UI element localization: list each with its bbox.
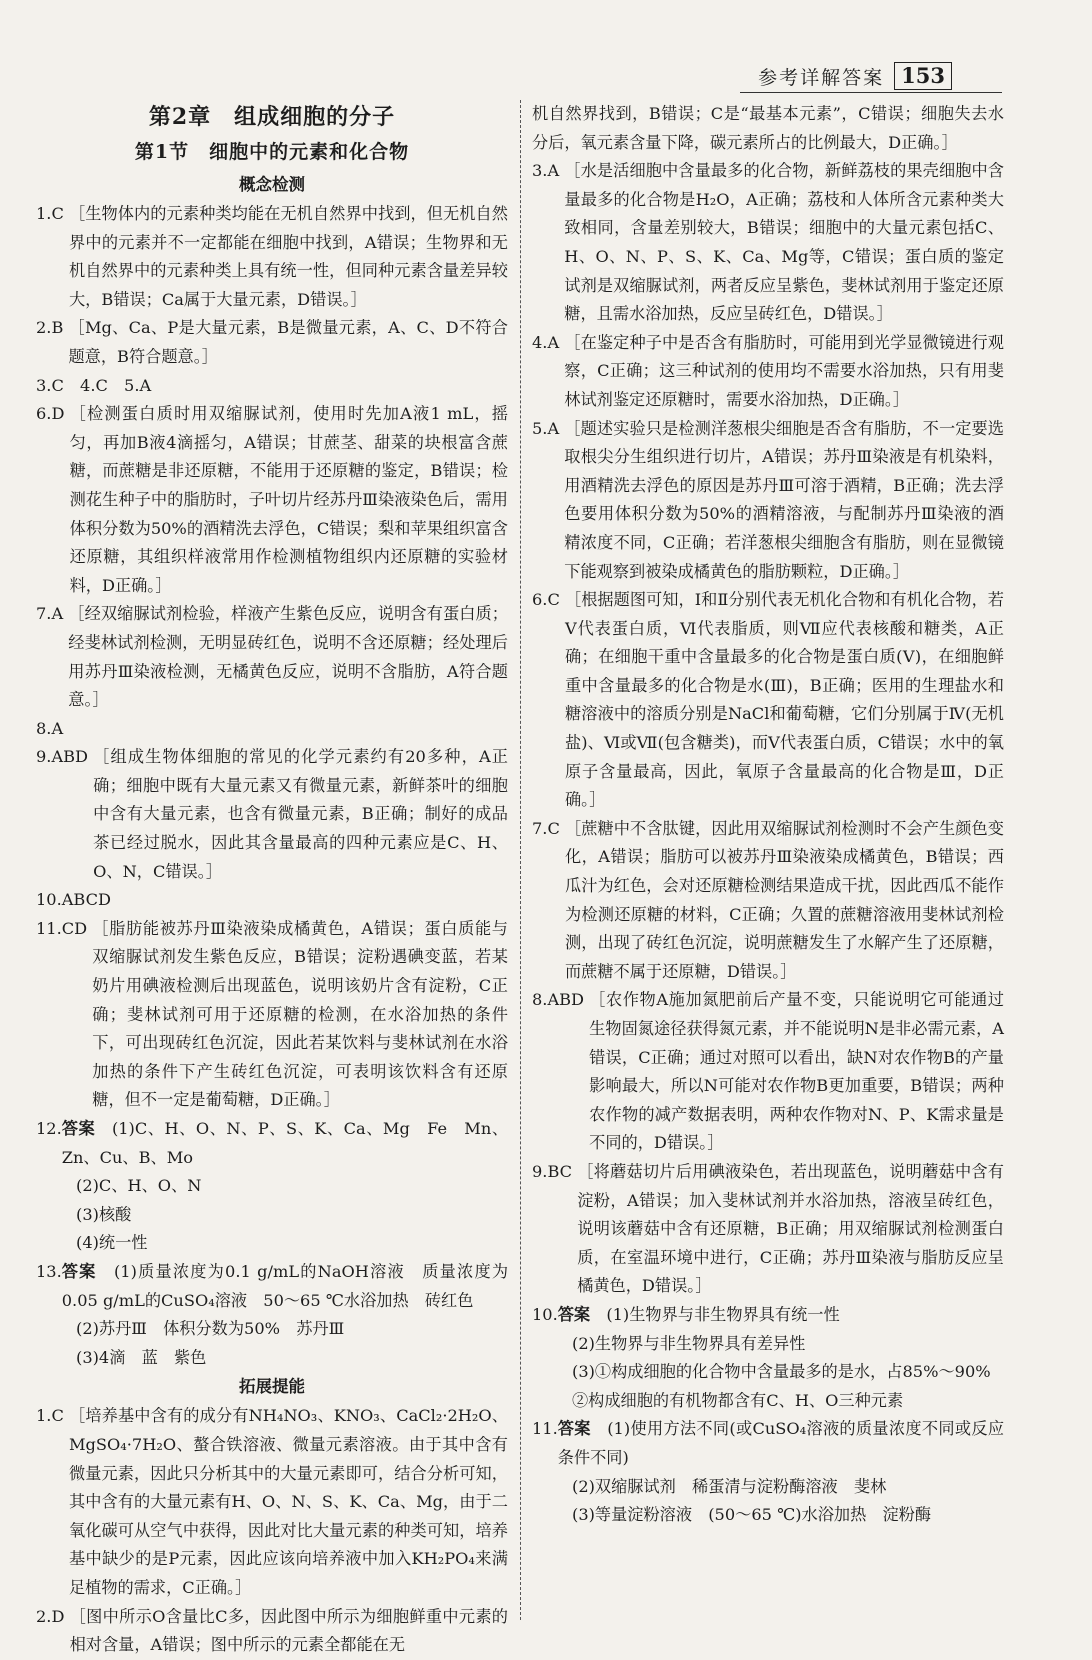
answer-label: 答案 xyxy=(557,1304,591,1324)
answer-text: (1)使用方法不同(或CuSO₄溶液的质量浓度不同或反应条件不同) xyxy=(557,1419,1005,1467)
answer-number: 7.C xyxy=(532,818,565,838)
answer-item xyxy=(532,157,1004,329)
answer-text: ［题述实验只是检测洋葱根尖细胞是否含有脂肪，不一定要选取根尖分生组织进行切片，A错误；苏丹Ⅲ染液是有机染料，用酒精洗去浮色的原因是苏丹Ⅲ可溶于酒精，B正确；洗去浮色要用体积分数为50%的酒精溶液，与配制苏丹Ⅲ染液的酒精浓度不同，C正确；若洋葱根尖细胞含有脂肪，则在显微镜下能观察到被染成橘黄色的脂肪颗粒，D正确。］ xyxy=(564,418,1004,581)
column-divider xyxy=(520,100,521,1620)
answer-item xyxy=(36,372,508,401)
chapter-title: 第2章 组成细胞的分子 xyxy=(148,104,396,130)
answer-line: (3)核酸 xyxy=(76,1204,132,1224)
answer-line: (3)4滴 蓝 紫色 xyxy=(76,1347,207,1367)
answer-label: 答案 xyxy=(61,1261,97,1281)
answer-item xyxy=(36,715,508,744)
answer-text: ［组成生物体细胞的常见的化学元素约有20多种，A正确；细胞中既有大量元素又有微量元素，新鲜茶叶的细胞中含有大量元素，也含有微量元素，B正确；制好的成品茶已经过脱水，因此其含量最高的四种元素应是C、H、O、N，C错误。］ xyxy=(93,747,508,881)
answer-text: 10.ABCD xyxy=(36,890,111,910)
answer-number: 1.C xyxy=(36,204,69,223)
answer-text: ［生物体内的元素种类均能在无机自然界中找到，但无机自然界中的元素并不一定都能在细胞中找到，A错误；生物界和无机自然界中的元素种类上具有统一性，但同种元素含量差异较大，B错误；Ca属于大量元素，D错误。］ xyxy=(68,204,508,309)
answer-line: (2)生物界与非生物界具有差异性 xyxy=(572,1333,806,1353)
answer-item xyxy=(532,586,1004,815)
answer-item-12 xyxy=(36,1115,508,1172)
answer-number: 10. xyxy=(532,1304,558,1324)
answer-text: 机自然界找到，B错误；C是“最基本元素”，C错误；细胞失去水分后，氧元素含量下降，碳元素所占的比例最大，D正确。］ xyxy=(532,104,1004,152)
answer-item xyxy=(36,200,508,314)
answer-text: ［根据题图可知，Ⅰ和Ⅱ分别代表无机化合物和有机化合物，若Ⅴ代表蛋白质，Ⅵ代表脂质，则Ⅶ应代表核酸和糖类，A正确；在细胞干重中含量最多的化合物是蛋白质(Ⅴ)，在细胞鲜重中含量最多的化合物是水(Ⅲ)，B正确；医用的生理盐水和糖溶液中的溶质分别是NaCl和葡萄糖，它们分别属于Ⅳ(无机盐)、Ⅵ或Ⅶ(包含糖类)，而Ⅴ代表蛋白质，C错误；水中的氧原子含量最高，因此，氧原子含量最高的化合物是Ⅲ，D正确。］ xyxy=(564,590,1004,810)
header-rule xyxy=(740,92,1002,93)
concept-check-heading: 概念检测 xyxy=(239,175,305,194)
answer-item-10 xyxy=(532,1301,1004,1330)
answer-text: ［Mg、Ca、P是大量元素，B是微量元素，A、C、D不符合题意，B符合题意。］ xyxy=(68,318,508,366)
answer-text: 8.A xyxy=(36,718,64,738)
right-column xyxy=(532,100,1007,1530)
answer-number: 6.D xyxy=(36,404,70,424)
answer-text: ［检测蛋白质时用双缩脲试剂，使用时先加A液1 mL，摇匀，再加B液4滴摇匀，A错误；甘蔗茎、甜菜的块根富含蔗糖，而蔗糖是非还原糖，不能用于还原糖的鉴定，B错误；检测花生种子中的脂肪时，子叶切片经苏丹Ⅲ染液染色后，需用体积分数为50%的酒精洗去浮色，C错误；梨和苹果组织富含还原糖，其组织样液常用作检测植物组织内还原糖的实验材料，D正确。］ xyxy=(69,404,508,595)
answer-number: 3.A xyxy=(532,161,565,181)
answer-line: (3)等量淀粉溶液 (50～65 ℃)水浴加热 淀粉酶 xyxy=(572,1505,932,1525)
answer-number: 8.ABD xyxy=(532,990,590,1010)
answer-text: (1)质量浓度为0.1 g/mL的NaOH溶液 质量浓度为0.05 g/mL的CuSO₄溶液 50～65 ℃水浴加热 砖红色 xyxy=(61,1261,509,1310)
extension-heading: 拓展提能 xyxy=(239,1377,305,1397)
answer-text: 3.C 4.C 5.A xyxy=(36,375,152,395)
answer-item xyxy=(532,986,1004,1158)
left-column xyxy=(36,100,508,1660)
answer-number: 4.A xyxy=(532,332,565,352)
answer-item xyxy=(36,743,508,886)
answer-item xyxy=(532,329,1004,415)
header-title: 参考详解答案 xyxy=(758,66,885,89)
answer-item xyxy=(36,915,508,1115)
answer-number: 9.ABD xyxy=(36,747,94,767)
page-number: 153 xyxy=(894,62,952,90)
answer-number: 12. xyxy=(36,1119,62,1138)
section-title: 第1节 细胞中的元素和化合物 xyxy=(134,141,410,163)
answer-line: (2)C、H、O、N xyxy=(76,1176,202,1196)
answer-line: (4)统一性 xyxy=(76,1233,148,1253)
answer-line: (2)苏丹Ⅲ 体积分数为50% 苏丹Ⅲ xyxy=(76,1319,345,1339)
answer-text: ［脂肪能被苏丹Ⅲ染液染成橘黄色，A错误；蛋白质能与双缩脲试剂发生紫色反应，B错误；淀粉遇碘变蓝，若某奶片用碘液检测后出现蓝色，说明该奶片含有淀粉，C正确；斐林试剂可用于还原糖的检测，在水浴加热的条件下，可出现砖红色沉淀，因此若某饮料与斐林试剂在水浴加热的条件下产生砖红色沉淀，可表明该饮料含有还原糖，但不一定是葡萄糖，D正确。］ xyxy=(92,918,508,1110)
answer-number: 13. xyxy=(36,1261,62,1281)
answer-text: ［蔗糖中不含肽键，因此用双缩脲试剂检测时不会产生颜色变化，A错误；脂肪可以被苏丹Ⅲ染液染成橘黄色，B错误；西瓜汁为红色，会对还原糖检测结果造成干扰，因此西瓜不能作为检测还原糖的材料，C正确；久置的蔗糖溶液用斐林试剂检测，出现了砖红色沉淀，说明蔗糖发生了水解产生了还原糖，而蔗糖不属于还原糖，D错误。］ xyxy=(564,818,1004,981)
answer-item xyxy=(36,1603,508,1660)
answer-number: 2.B xyxy=(36,318,69,338)
answer-text: ［经双缩脲试剂检验，样液产生紫色反应，说明含有蛋白质；经斐林试剂检测，无明显砖红色，说明不含还原糖；经处理后用苏丹Ⅲ染液检测，无橘黄色反应，说明不含脂肪，A符合题意。］ xyxy=(68,604,508,710)
answer-text: ［在鉴定种子中是否含有脂肪时，可能用到光学显微镜进行观察，C正确；这三种试剂的使用均不需要水浴加热，只有用斐林试剂鉴定还原糖时，需要水浴加热，D正确。］ xyxy=(564,332,1004,409)
answer-line: (3)①构成细胞的化合物中含量最多的是水，占85%～90% ②构成细胞的有机物都含有C、H、O三种元素 xyxy=(572,1362,1007,1410)
answer-item xyxy=(36,314,508,371)
answer-text: ［图中所示O含量比C多，因此图中所示为细胞鲜重中元素的相对含量，A错误；图中所示的元素全都能在无 xyxy=(69,1606,508,1655)
answer-number: 6.C xyxy=(532,590,565,610)
answer-number: 11.CD xyxy=(36,918,93,938)
answer-text: ［培养基中含有的成分有NH₄NO₃、KNO₃、CaCl₂·2H₂O、MgSO₄·7H₂O、螯合铁溶液、微量元素溶液。由于其中含有微量元素，因此只分析其中的大量元素即可，结合分析可知，其中含有的大量元素有H、O、N、S、K、Ca、Mg，由于二氧化碳可从空气中获得，因此对比大量元素的种类可知，培养基中缺少的是P元素，因此应该向培养液中加入KH₂PO₄来满足植物的需求，C正确。］ xyxy=(68,1406,508,1597)
answer-number: 5.A xyxy=(532,418,565,438)
answer-text: ［水是活细胞中含量最多的化合物，新鲜荔枝的果壳细胞中含量最多的化合物是H₂O，A正确；荔枝和人体所含元素种类大致相同，含量差别较大，B错误；细胞中的大量元素包括C、H、O、N、P、S、K、Ca、Mg等，C错误；蛋白质的鉴定试剂是双缩脲试剂，两者反应呈紫色，斐林试剂用于鉴定还原糖，且需水浴加热，反应呈砖红色，D错误。］ xyxy=(564,161,1004,324)
answer-item-11 xyxy=(532,1415,1004,1472)
answer-number: 7.A xyxy=(36,604,69,624)
answer-line: (2)双缩脲试剂 稀蛋清与淀粉酶溶液 斐林 xyxy=(572,1476,887,1496)
answer-item xyxy=(532,1158,1004,1301)
answer-text: ［农作物A施加氮肥前后产量不变，只能说明它可能通过生物固氮途径获得氮元素，并不能说明N是非必需元素，A错误，C正确；通过对照可以看出，缺N对农作物B的产量影响最大，所以N可能对农作物B更加重要，B错误；两种农作物的减产数据表明，两种农作物对N、P、K需求量是不同的，D错误。］ xyxy=(589,990,1004,1153)
answer-item xyxy=(532,415,1004,587)
answer-item-13 xyxy=(36,1258,508,1315)
page-header xyxy=(758,62,952,90)
answer-item xyxy=(36,1402,508,1602)
answer-item xyxy=(532,100,1004,157)
answer-text: ［将蘑菇切片后用碘液染色，若出现蓝色，说明蘑菇中含有淀粉，A错误；加入斐林试剂并水浴加热，溶液呈砖红色，说明该蘑菇中含有还原糖，B正确；用双缩脲试剂检测蛋白质，在室温环境中进行，C正确；苏丹Ⅲ染液与脂肪反应呈橘黄色，D错误。］ xyxy=(577,1161,1004,1296)
answer-text: (1)生物界与非生物界具有统一性 xyxy=(606,1304,840,1324)
answer-number: 1.C xyxy=(36,1406,69,1426)
answer-number: 2.D xyxy=(36,1606,70,1626)
answer-label: 答案 xyxy=(557,1419,591,1439)
answer-item xyxy=(36,400,508,600)
answer-item xyxy=(36,886,508,915)
answer-item xyxy=(36,600,508,714)
answer-number: 11. xyxy=(532,1419,558,1439)
answer-number: 9.BC xyxy=(532,1161,578,1181)
answer-label: 答案 xyxy=(61,1119,96,1138)
answer-text: (1)C、H、O、N、P、S、K、Ca、Mg Fe Mn、Zn、Cu、B、Mo xyxy=(61,1119,509,1167)
answer-item xyxy=(532,815,1004,987)
